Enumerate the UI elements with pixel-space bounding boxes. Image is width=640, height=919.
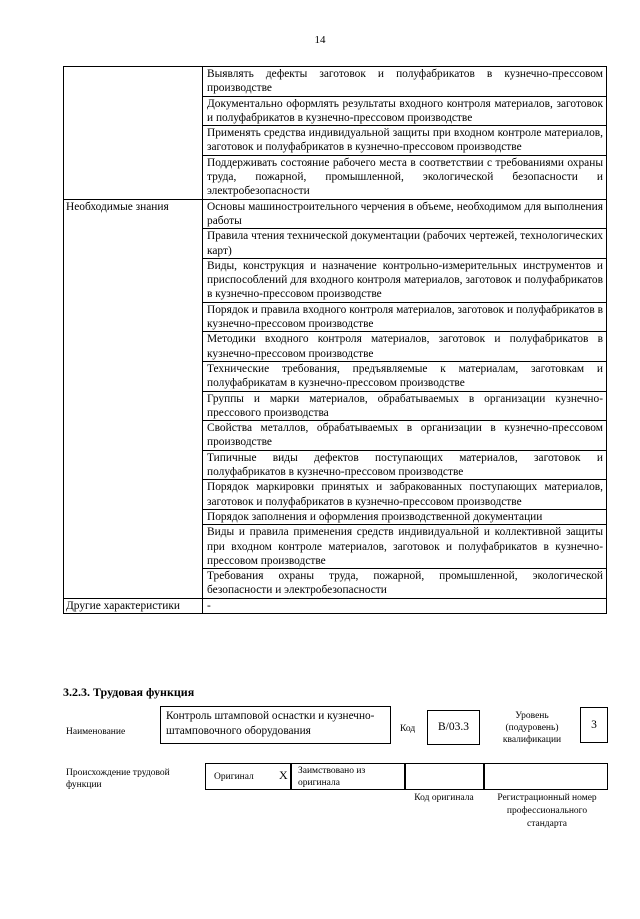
original-code-box [405, 763, 484, 790]
table-cell: Свойства металлов, обрабатываемых в организации в кузнечно-прессовом производстве [203, 421, 607, 451]
table-cell: Группы и марки материалов, обрабатываемых в организации кузнечно-прессового производства [203, 391, 607, 421]
table-cell: Применять средства индивидуальной защиты при входном контроле материалов, заготовок и полуфабрикатов в кузнечно-прессовом производстве [203, 126, 607, 156]
borrowed-label: Заимствовано из оригинала [298, 766, 366, 788]
table-cell: Порядок маркировки принятых и забракованных поступающих материалов, заготовок и полуфабрикатов в кузнечно-прессовом производстве [203, 480, 607, 510]
reg-number-box [484, 763, 608, 790]
table-cell: Методики входного контроля материалов, заготовок и полуфабрикатов в кузнечно-прессовом производстве [203, 332, 607, 362]
table-row [64, 199, 607, 229]
section-title: 3.2.3. Трудовая функция [63, 685, 195, 699]
original-label: Оригинал [214, 772, 254, 782]
skills-label-cell [64, 67, 203, 200]
original-mark: X [279, 768, 288, 782]
table-cell: Порядок и правила входного контроля материалов, заготовок и полуфабрикатов в кузнечно-прессовом производстве [203, 302, 607, 332]
table-cell: Виды и правила применения средств индивидуальной и коллективной защиты при входном контроле материалов, заготовок и полуфабрикатов в кузнечно-прессовом производстве [203, 525, 607, 569]
name-value: Контроль штамповой оснастки и кузнечно-штамповочного оборудования [166, 710, 375, 737]
table-cell: Типичные виды дефектов поступающих материалов, заготовок и полуфабрикатов в кузнечно-прессовом производстве [203, 450, 607, 480]
name-label: Наименование [66, 727, 126, 737]
reg-number-caption: Регистрационный номер профессионального стандарта [497, 793, 597, 829]
table-cell: Виды, конструкция и назначение контрольно-измерительных инструментов и приспособлений для входного контроля материалов, заготовок и полуфабрикатов в кузнечно-прессовом производстве [203, 258, 607, 302]
table-cell: Выявлять дефекты заготовок и полуфабрикатов в кузнечно-прессовом производстве [203, 67, 607, 97]
level-value: 3 [591, 719, 597, 731]
code-label: Код [400, 724, 416, 734]
code-value: B/03.3 [438, 721, 469, 733]
table-cell: Правила чтения технической документации (рабочих чертежей, технологических карт) [203, 229, 607, 259]
table-cell: Технические требования, предъявляемые к материалам, заготовкам и полуфабрикатам в кузнечно-прессовом производстве [203, 361, 607, 391]
table-row [64, 67, 607, 97]
level-label: Уровень (подуровень) квалификации [502, 711, 562, 745]
table-cell: Документально оформлять результаты входного контроля материалов, заготовок и полуфабрикатов в кузнечно-прессовом производстве [203, 96, 607, 126]
competency-table [63, 66, 607, 614]
other-characteristics-value: - [203, 598, 607, 613]
page-number: 14 [314, 34, 326, 46]
other-characteristics-label: Другие характеристики [64, 598, 203, 613]
original-code-caption: Код оригинала [414, 793, 474, 803]
table-cell: Основы машиностроительного черчения в объеме, необходимом для выполнения работы [203, 199, 607, 229]
table-cell: Поддерживать состояние рабочего места в соответствии с требованиями охраны труда, пожарной, промышленной, экологической безопасности и электробезопасности [203, 155, 607, 199]
knowledge-label: Необходимые знания [64, 199, 203, 598]
origin-label: Происхождение трудовой функции [66, 768, 170, 790]
table-cell: Порядок заполнения и оформления производственной документации [203, 509, 607, 524]
table-row [64, 598, 607, 613]
table-cell: Требования охраны труда, пожарной, промышленной, экологической безопасности и электробезопасности [203, 569, 607, 599]
